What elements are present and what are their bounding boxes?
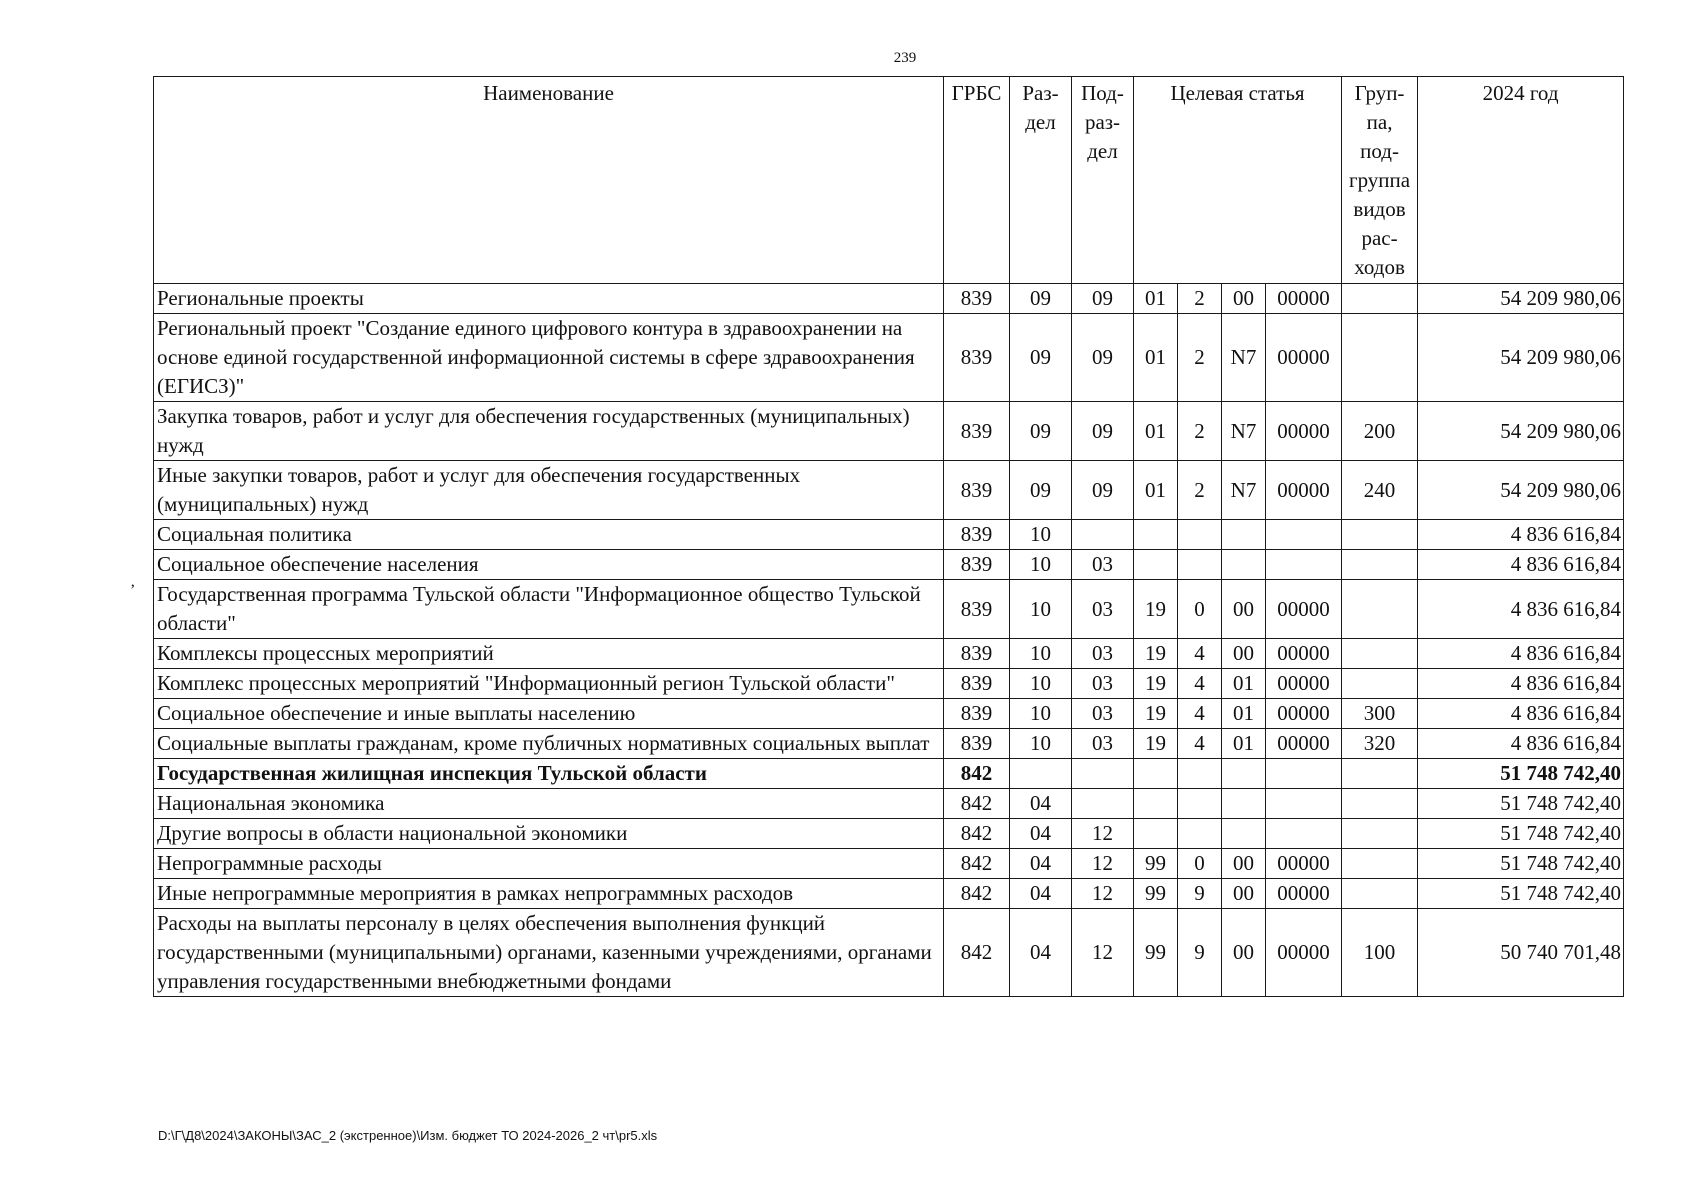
cell-vr: 100 [1342, 909, 1418, 997]
cell-pr [1072, 759, 1134, 789]
cell-vr [1342, 879, 1418, 909]
cell-name: Социальные выплаты гражданам, кроме публичных нормативных социальных выплат [154, 729, 944, 759]
cell-t2: 0 [1178, 849, 1222, 879]
cell-t4: 00000 [1266, 639, 1342, 669]
cell-pr: 12 [1072, 819, 1134, 849]
cell-grbs: 842 [944, 789, 1010, 819]
table-row [154, 879, 1624, 909]
cell-rz: 10 [1010, 520, 1072, 550]
cell-name: Национальная экономика [154, 789, 944, 819]
cell-t1: 19 [1134, 729, 1178, 759]
header-row [154, 77, 1624, 284]
cell-vr [1342, 819, 1418, 849]
cell-t2: 9 [1178, 879, 1222, 909]
cell-t2 [1178, 520, 1222, 550]
cell-name: Закупка товаров, работ и услуг для обеспечения государственных (муниципальных) нужд [154, 402, 944, 461]
table-row [154, 520, 1624, 550]
cell-pr: 09 [1072, 284, 1134, 314]
cell-pr: 12 [1072, 879, 1134, 909]
cell-t3: N7 [1222, 461, 1266, 520]
table-body [154, 284, 1624, 997]
cell-t1 [1134, 819, 1178, 849]
cell-pr: 03 [1072, 580, 1134, 639]
cell-grbs: 839 [944, 580, 1010, 639]
cell-vr [1342, 639, 1418, 669]
cell-t1 [1134, 789, 1178, 819]
cell-t1 [1134, 550, 1178, 580]
cell-amount: 4 836 616,84 [1418, 550, 1624, 580]
cell-vr [1342, 669, 1418, 699]
cell-grbs: 842 [944, 759, 1010, 789]
cell-t2: 2 [1178, 402, 1222, 461]
cell-t2: 4 [1178, 729, 1222, 759]
cell-grbs: 839 [944, 729, 1010, 759]
cell-vr: 240 [1342, 461, 1418, 520]
cell-amount: 51 748 742,40 [1418, 789, 1624, 819]
cell-t3: 01 [1222, 699, 1266, 729]
table-row [154, 759, 1624, 789]
cell-pr: 09 [1072, 461, 1134, 520]
table-row [154, 580, 1624, 639]
cell-amount: 4 836 616,84 [1418, 639, 1624, 669]
cell-rz [1010, 759, 1072, 789]
footer-path: D:\Г\Д8\2024\ЗАКОНЫ\ЗАС_2 (экстренное)\Изм. бюджет ТО 2024-2026_2 чт\pr5.xls [158, 1128, 658, 1143]
cell-t1 [1134, 759, 1178, 789]
cell-name: Иные закупки товаров, работ и услуг для обеспечения государственных (муниципальных) нужд [154, 461, 944, 520]
cell-amount: 54 209 980,06 [1418, 314, 1624, 402]
cell-vr [1342, 789, 1418, 819]
cell-rz: 10 [1010, 639, 1072, 669]
cell-name: Социальное обеспечение и иные выплаты населению [154, 699, 944, 729]
cell-t1: 01 [1134, 461, 1178, 520]
cell-grbs: 839 [944, 550, 1010, 580]
cell-t3: 00 [1222, 849, 1266, 879]
cell-amount: 51 748 742,40 [1418, 879, 1624, 909]
cell-vr: 300 [1342, 699, 1418, 729]
cell-t1: 99 [1134, 879, 1178, 909]
cell-rz: 04 [1010, 819, 1072, 849]
page-number: 239 [893, 50, 917, 66]
cell-grbs: 839 [944, 461, 1010, 520]
cell-name: Региональный проект "Создание единого цифрового контура в здравоохранении на основе единой государственной информационной системы в сфере здравоохранения (ЕГИСЗ)" [154, 314, 944, 402]
cell-amount: 51 748 742,40 [1418, 759, 1624, 789]
cell-vr [1342, 580, 1418, 639]
header-podrazdel: Под- раз- дел [1072, 77, 1134, 284]
cell-name: Государственная программа Тульской области "Информационное общество Тульской области" [154, 580, 944, 639]
header-year: 2024 год [1418, 77, 1624, 284]
cell-amount: 51 748 742,40 [1418, 819, 1624, 849]
cell-t3 [1222, 759, 1266, 789]
cell-name: Другие вопросы в области национальной экономики [154, 819, 944, 849]
cell-t3: 00 [1222, 639, 1266, 669]
cell-name: Социальное обеспечение населения [154, 550, 944, 580]
cell-t4 [1266, 520, 1342, 550]
cell-t3 [1222, 819, 1266, 849]
cell-grbs: 839 [944, 639, 1010, 669]
cell-vr: 320 [1342, 729, 1418, 759]
cell-t1: 99 [1134, 849, 1178, 879]
cell-grbs: 839 [944, 669, 1010, 699]
cell-t3: 01 [1222, 729, 1266, 759]
table-row [154, 909, 1624, 997]
cell-t3 [1222, 520, 1266, 550]
cell-t2: 2 [1178, 284, 1222, 314]
cell-t2 [1178, 550, 1222, 580]
cell-t2: 4 [1178, 669, 1222, 699]
cell-rz: 04 [1010, 789, 1072, 819]
cell-t4 [1266, 789, 1342, 819]
cell-t3: N7 [1222, 314, 1266, 402]
cell-grbs: 839 [944, 699, 1010, 729]
cell-t3: 01 [1222, 669, 1266, 699]
cell-t2 [1178, 819, 1222, 849]
cell-pr: 03 [1072, 639, 1134, 669]
cell-amount: 4 836 616,84 [1418, 669, 1624, 699]
cell-name: Государственная жилищная инспекция Тульской области [154, 759, 944, 789]
cell-t2: 4 [1178, 639, 1222, 669]
cell-grbs: 839 [944, 284, 1010, 314]
cell-amount: 4 836 616,84 [1418, 729, 1624, 759]
cell-t2 [1178, 759, 1222, 789]
cell-t4: 00000 [1266, 729, 1342, 759]
cell-rz: 10 [1010, 699, 1072, 729]
table-row [154, 729, 1624, 759]
cell-t4 [1266, 759, 1342, 789]
table-row [154, 789, 1624, 819]
cell-amount: 54 209 980,06 [1418, 402, 1624, 461]
cell-t1: 01 [1134, 402, 1178, 461]
cell-t4: 00000 [1266, 909, 1342, 997]
cell-t2: 2 [1178, 314, 1222, 402]
cell-vr [1342, 284, 1418, 314]
table-row [154, 314, 1624, 402]
cell-t2 [1178, 789, 1222, 819]
cell-amount: 4 836 616,84 [1418, 520, 1624, 550]
table-row [154, 550, 1624, 580]
cell-t1: 01 [1134, 284, 1178, 314]
cell-t4: 00000 [1266, 580, 1342, 639]
cell-name: Непрограммные расходы [154, 849, 944, 879]
header-grbs: ГРБС [944, 77, 1010, 284]
cell-name: Комплекс процессных мероприятий "Информационный регион Тульской области" [154, 669, 944, 699]
table-row [154, 669, 1624, 699]
header-name: Наименование [154, 77, 944, 284]
cell-pr: 12 [1072, 849, 1134, 879]
cell-rz: 10 [1010, 580, 1072, 639]
cell-t4: 00000 [1266, 849, 1342, 879]
cell-amount: 50 740 701,48 [1418, 909, 1624, 997]
cell-rz: 09 [1010, 314, 1072, 402]
cell-t4: 00000 [1266, 284, 1342, 314]
cell-t4 [1266, 819, 1342, 849]
table-row [154, 819, 1624, 849]
cell-t3: 00 [1222, 284, 1266, 314]
cell-t4: 00000 [1266, 699, 1342, 729]
cell-name: Расходы на выплаты персоналу в целях обеспечения выполнения функций государственными (муниципальными) органами, казенными учреждениями, органами управления государственными внебюджетными фондами [154, 909, 944, 997]
cell-t1: 19 [1134, 580, 1178, 639]
cell-pr [1072, 789, 1134, 819]
cell-t4: 00000 [1266, 314, 1342, 402]
cell-rz: 04 [1010, 909, 1072, 997]
cell-name: Иные непрограммные мероприятия в рамках непрограммных расходов [154, 879, 944, 909]
table-row [154, 849, 1624, 879]
cell-grbs: 842 [944, 909, 1010, 997]
table-row [154, 402, 1624, 461]
cell-rz: 04 [1010, 849, 1072, 879]
cell-t4 [1266, 550, 1342, 580]
cell-t3: 00 [1222, 879, 1266, 909]
cell-rz: 10 [1010, 550, 1072, 580]
cell-amount: 51 748 742,40 [1418, 849, 1624, 879]
cell-rz: 10 [1010, 729, 1072, 759]
cell-name: Социальная политика [154, 520, 944, 550]
cell-rz: 09 [1010, 284, 1072, 314]
cell-grbs: 839 [944, 314, 1010, 402]
cell-t1 [1134, 520, 1178, 550]
cell-pr: 03 [1072, 729, 1134, 759]
cell-grbs: 839 [944, 402, 1010, 461]
cell-t2: 2 [1178, 461, 1222, 520]
cell-t1: 19 [1134, 699, 1178, 729]
cell-amount: 4 836 616,84 [1418, 580, 1624, 639]
cell-rz: 04 [1010, 879, 1072, 909]
cell-t1: 01 [1134, 314, 1178, 402]
cell-t4: 00000 [1266, 879, 1342, 909]
cell-pr: 09 [1072, 402, 1134, 461]
cell-t3: 00 [1222, 909, 1266, 997]
cell-vr: 200 [1342, 402, 1418, 461]
cell-name: Комплексы процессных мероприятий [154, 639, 944, 669]
cell-t1: 19 [1134, 669, 1178, 699]
margin-mark: ’ [130, 582, 136, 599]
cell-pr: 12 [1072, 909, 1134, 997]
cell-vr [1342, 314, 1418, 402]
cell-pr: 03 [1072, 699, 1134, 729]
cell-t1: 99 [1134, 909, 1178, 997]
cell-t4: 00000 [1266, 402, 1342, 461]
cell-vr [1342, 759, 1418, 789]
budget-table [153, 76, 1624, 997]
cell-name: Региональные проекты [154, 284, 944, 314]
cell-vr [1342, 849, 1418, 879]
cell-grbs: 839 [944, 520, 1010, 550]
cell-t4: 00000 [1266, 669, 1342, 699]
cell-t1: 19 [1134, 639, 1178, 669]
cell-grbs: 842 [944, 849, 1010, 879]
cell-t3 [1222, 789, 1266, 819]
table-row [154, 639, 1624, 669]
cell-grbs: 842 [944, 879, 1010, 909]
cell-pr: 09 [1072, 314, 1134, 402]
cell-rz: 10 [1010, 669, 1072, 699]
cell-t2: 9 [1178, 909, 1222, 997]
cell-t2: 4 [1178, 699, 1222, 729]
cell-grbs: 842 [944, 819, 1010, 849]
cell-amount: 54 209 980,06 [1418, 284, 1624, 314]
table-row [154, 284, 1624, 314]
cell-amount: 54 209 980,06 [1418, 461, 1624, 520]
cell-vr [1342, 520, 1418, 550]
table-row [154, 461, 1624, 520]
header-group: Груп- па, под- группа видов рас- ходов [1342, 77, 1418, 284]
cell-t3: N7 [1222, 402, 1266, 461]
cell-t3 [1222, 550, 1266, 580]
cell-rz: 09 [1010, 461, 1072, 520]
cell-t3: 00 [1222, 580, 1266, 639]
cell-vr [1342, 550, 1418, 580]
cell-pr: 03 [1072, 669, 1134, 699]
header-target: Целевая статья [1134, 77, 1342, 284]
cell-pr: 03 [1072, 550, 1134, 580]
header-razdel: Раз- дел [1010, 77, 1072, 284]
table-row [154, 699, 1624, 729]
cell-amount: 4 836 616,84 [1418, 699, 1624, 729]
cell-t4: 00000 [1266, 461, 1342, 520]
cell-pr [1072, 520, 1134, 550]
cell-rz: 09 [1010, 402, 1072, 461]
cell-t2: 0 [1178, 580, 1222, 639]
